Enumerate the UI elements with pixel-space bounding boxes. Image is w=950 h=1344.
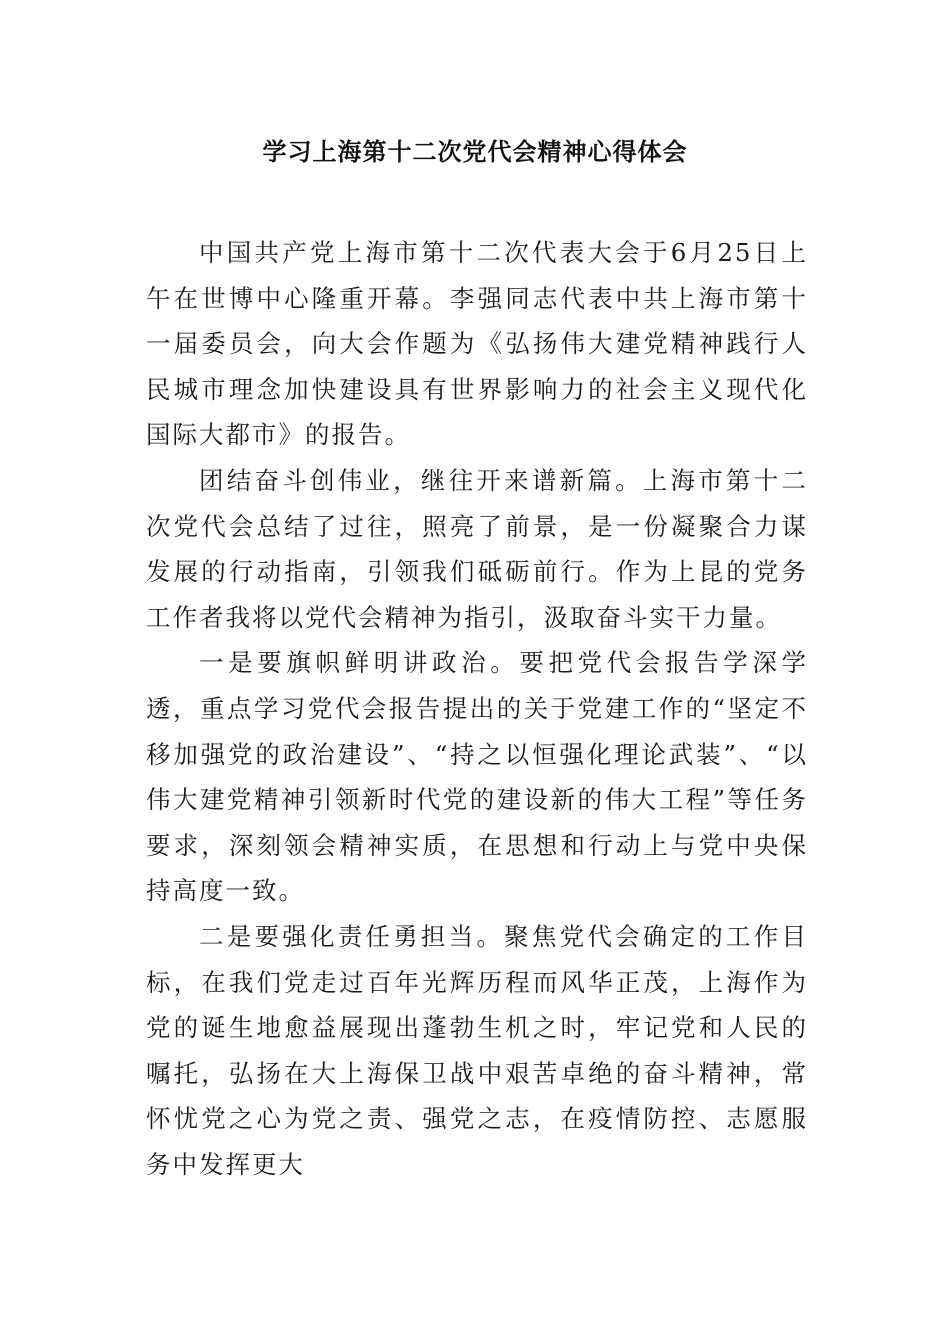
document-body (146, 230, 808, 1187)
paragraph-4: 二是要强化责任勇担当。聚焦党代会确定的工作目标，在我们党走过百年光辉历程而风华正茂，上海作为党的诞生地愈益展现出蓬勃生机之时，牢记党和人民的嘱托，弘扬在大上海保卫战中艰苦卓绝的奋斗精神，常怀忧党之心为党之责、强党之志，在疫情防控、志愿服务中发挥更大 (146, 921, 808, 1179)
paragraph-1: 中国共产党上海市第十二次代表大会于6月25日上午在世博中心隆重开幕。李强同志代表中共上海市第十一届委员会，向大会作题为《弘扬伟大建党精神践行人民城市理念加快建设具有世界影响力的社会主义现代化国际大都市》的报告。 (146, 238, 808, 450)
paragraph-2: 团结奋斗创伟业，继往开来谱新篇。上海市第十二次党代会总结了过往，照亮了前景，是一份凝聚合力谋发展的行动指南，引领我们砥砺前行。作为上昆的党务工作者我将以党代会精神为指引，汲取奋斗实干力量。 (146, 465, 808, 632)
document-title: 学习上海第十二次党代会精神心得体会 (262, 138, 688, 166)
paragraph-3: 一是要旗帜鲜明讲政治。要把党代会报告学深学透，重点学习党代会报告提出的关于党建工作的“坚定不移加强党的政治建设”、“持之以恒强化理论武装”、“以伟大建党精神引领新时代党的建设新的伟大工程”等任务要求，深刻领会精神实质，在思想和行动上与党中央保持高度一致。 (146, 648, 808, 906)
